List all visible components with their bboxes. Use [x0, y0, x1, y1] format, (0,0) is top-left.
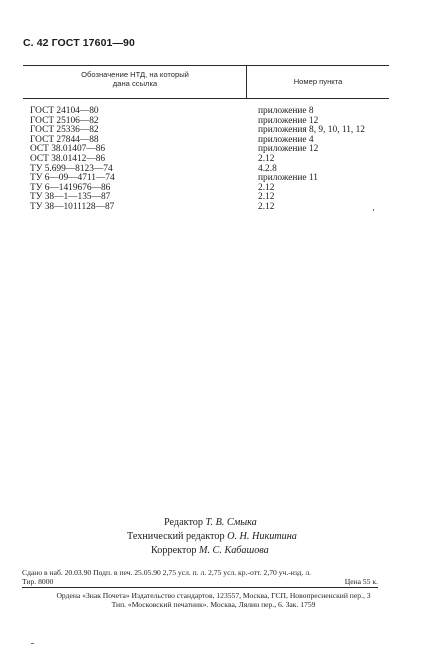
- editor-label: Редактор: [164, 517, 203, 528]
- column-heading-document-line1: Обозначение НТД, на который: [81, 70, 189, 79]
- document-designation: ГОСТ 24104—80: [30, 106, 99, 116]
- clause-reference: приложение 4: [258, 134, 314, 145]
- price: Цена 55 к.: [344, 577, 378, 586]
- table-row: [30, 203, 390, 213]
- editor-name: Т. В. Смыка: [205, 517, 257, 528]
- print-speck: [373, 209, 374, 211]
- publisher-line: Ордена «Знак Почета» Издательство стандартов, 123557, Москва, ГСП, Новопресненский пер., 3: [56, 591, 371, 600]
- clause-reference: приложение 12: [258, 144, 319, 155]
- document-designation: ТУ 38—1—135—87: [30, 192, 111, 203]
- clause-reference: приложения 8, 9, 10, 11, 12: [258, 125, 365, 136]
- clause-reference: приложение 11: [258, 173, 318, 184]
- corrector-label: Корректор: [151, 545, 197, 556]
- clause-reference: приложение 8: [258, 106, 314, 116]
- document-designation: ГОСТ 25106—82: [30, 115, 99, 126]
- document-designation: ТУ 38—1011128—87: [30, 201, 115, 212]
- clause-reference: 2.12: [258, 182, 275, 193]
- printer-line: Тип. «Московский печатник». Москва, Лялин пер., 6. Зак. 1759: [111, 600, 316, 609]
- clause-reference: 4.2.8: [258, 163, 277, 174]
- column-heading-document-line2: дана ссылка: [112, 79, 158, 88]
- corrector-name: М. С. Кабашова: [198, 545, 269, 556]
- imprint-rule: [22, 587, 378, 588]
- clause-reference: приложение 12: [258, 115, 319, 126]
- table-header-rule: [23, 98, 389, 99]
- document-designation: ТУ 6—09—4711—74: [30, 173, 115, 184]
- imprint-dates: Сдано в наб. 20.03.90 Подп. в печ. 25.05.90 2,75 усл. п. л. 2,75 усл. кр.-отт. 2,70 уч.-изд. л.: [22, 568, 312, 577]
- document-designation: ГОСТ 25336—82: [30, 125, 99, 136]
- document-designation: ТУ 5.699—8123—74: [30, 163, 113, 174]
- table-column-divider: [246, 65, 247, 98]
- column-heading-clause: Номер пункта: [293, 77, 343, 86]
- clause-reference: 2.12: [258, 192, 275, 203]
- document-designation: ОСТ 38.01407—86: [30, 144, 106, 155]
- document-designation: ГОСТ 27844—88: [30, 134, 99, 145]
- document-designation: ОСТ 38.01412—86: [30, 153, 106, 164]
- column-heading-document: [30, 70, 240, 88]
- document-designation: ТУ 6—1419676—86: [30, 182, 111, 193]
- print-run: Тир. 8000: [22, 577, 54, 586]
- table-top-rule: [23, 65, 389, 66]
- clause-reference: 2.12: [258, 153, 275, 164]
- tech-editor-name: О. Н. Никитина: [227, 531, 297, 542]
- publisher-block: [0, 591, 427, 609]
- tech-editor-label: Технический редактор: [127, 531, 225, 542]
- imprint-line-2: [22, 577, 378, 586]
- reference-table-body: [30, 107, 390, 213]
- clause-reference: 2.12: [258, 201, 275, 212]
- tech-editor-line: [127, 530, 297, 543]
- page-header: С. 42 ГОСТ 17601—90: [23, 37, 135, 49]
- editor-line: [164, 516, 257, 529]
- imprint-block: [22, 568, 378, 586]
- print-speck-bottom: [31, 643, 34, 644]
- imprint-line-1: [22, 568, 378, 577]
- corrector-line: [151, 544, 269, 557]
